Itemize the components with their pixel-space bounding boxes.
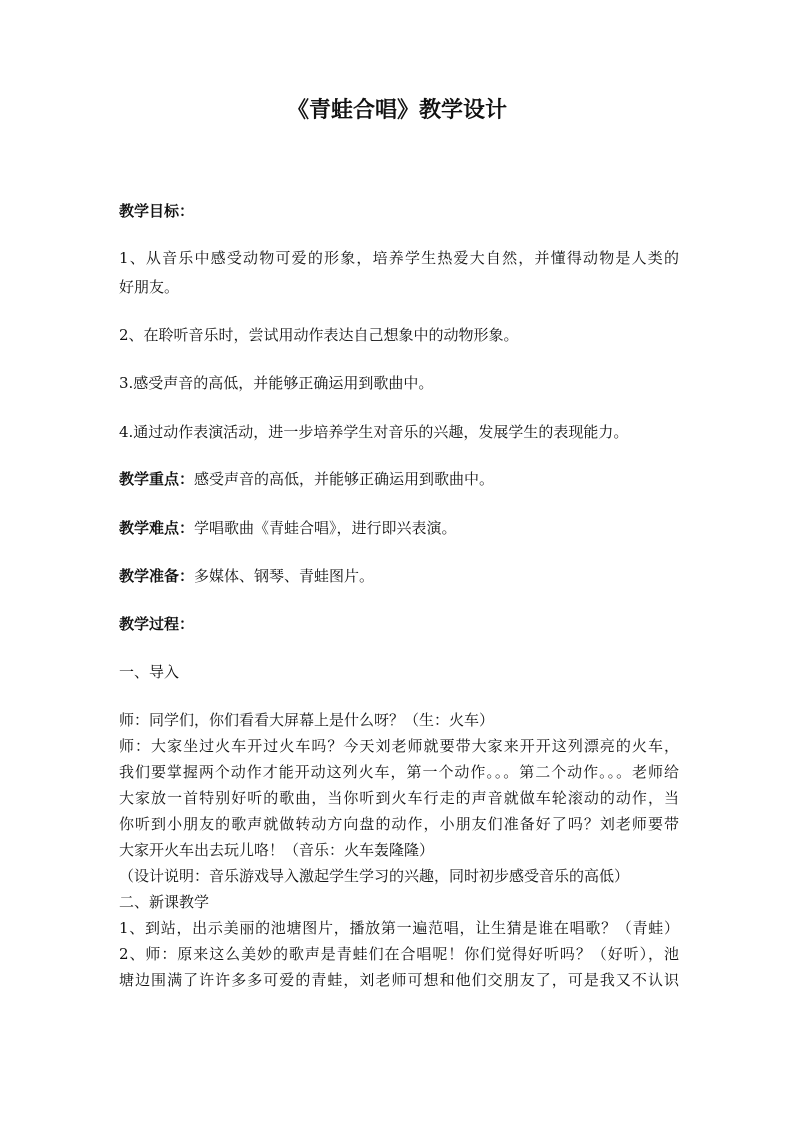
intro-line: 我们要掌握两个动作才能开动这列火车，第一个动作。。。第二个动作。。。老师给	[119, 763, 679, 781]
intro-line: 大家放一首特别好听的歌曲，当你听到火车行走的声音就做车轮滚动的动作，当	[119, 789, 679, 807]
new-lesson-line: 塘边围满了许许多多可爱的青蛙，刘老师可想和他们交朋友了，可是我又不认识	[119, 971, 679, 989]
process-heading: 教学过程：	[119, 615, 195, 633]
key-point-label: 教学重点：	[119, 470, 195, 488]
goal-1-line-2: 好朋友。	[119, 278, 180, 296]
goal-3: 3.感受声音的高低，并能够正确运用到歌曲中。	[119, 374, 434, 392]
document-title: 《青蛙合唱》教学设计	[286, 98, 507, 123]
section-2-heading: 二、新课教学	[119, 893, 210, 911]
preparation-label: 教学准备：	[119, 567, 195, 585]
difficulty-text: 学唱歌曲《青蛙合唱》，进行即兴表演。	[194, 519, 457, 537]
intro-line: 你听到小朋友的歌声就做转动方向盘的动作，小朋友们准备好了吗？刘老师要带	[119, 815, 679, 833]
goals-heading: 教学目标：	[119, 202, 195, 220]
section-1-heading: 一、导入	[119, 663, 180, 681]
new-lesson-line: 1、到站，出示美丽的池塘图片，播放第一遍范唱，让生猜是谁在唱歌？（青蛙）	[119, 919, 679, 937]
intro-line: 师：同学们，你们看看大屏幕上是什么呀？（生：火车）	[119, 711, 495, 729]
goal-1-line-1: 1、从音乐中感受动物可爱的形象，培养学生热爱大自然，并懂得动物是人类的	[119, 249, 679, 267]
preparation-text: 多媒体、钢琴、青蛙图片。	[194, 567, 375, 585]
intro-line: 师：大家坐过火车开过火车吗？今天刘老师就要带大家来开开这列漂亮的火车，	[119, 737, 679, 755]
goal-2: 2、在聆听音乐时，尝试用动作表达自己想象中的动物形象。	[119, 326, 519, 344]
preparation	[119, 563, 679, 589]
difficulty	[119, 515, 679, 541]
goal-4: 4.通过动作表演活动，进一步培养学生对音乐的兴趣，发展学生的表现能力。	[119, 423, 629, 441]
new-lesson-line: 2、师：原来这么美妙的歌声是青蛙们在合唱呢！你们觉得好听吗？（好听），池	[119, 945, 679, 963]
key-point	[119, 466, 679, 492]
difficulty-label: 教学难点：	[119, 519, 195, 537]
key-point-text: 感受声音的高低，并能够正确运用到歌曲中。	[194, 470, 495, 488]
intro-line: 大家开火车出去玩儿咯！（音乐：火车轰隆隆）	[119, 841, 435, 859]
design-note: （设计说明：音乐游戏导入激起学生学习的兴趣，同时初步感受音乐的高低）	[119, 867, 630, 885]
